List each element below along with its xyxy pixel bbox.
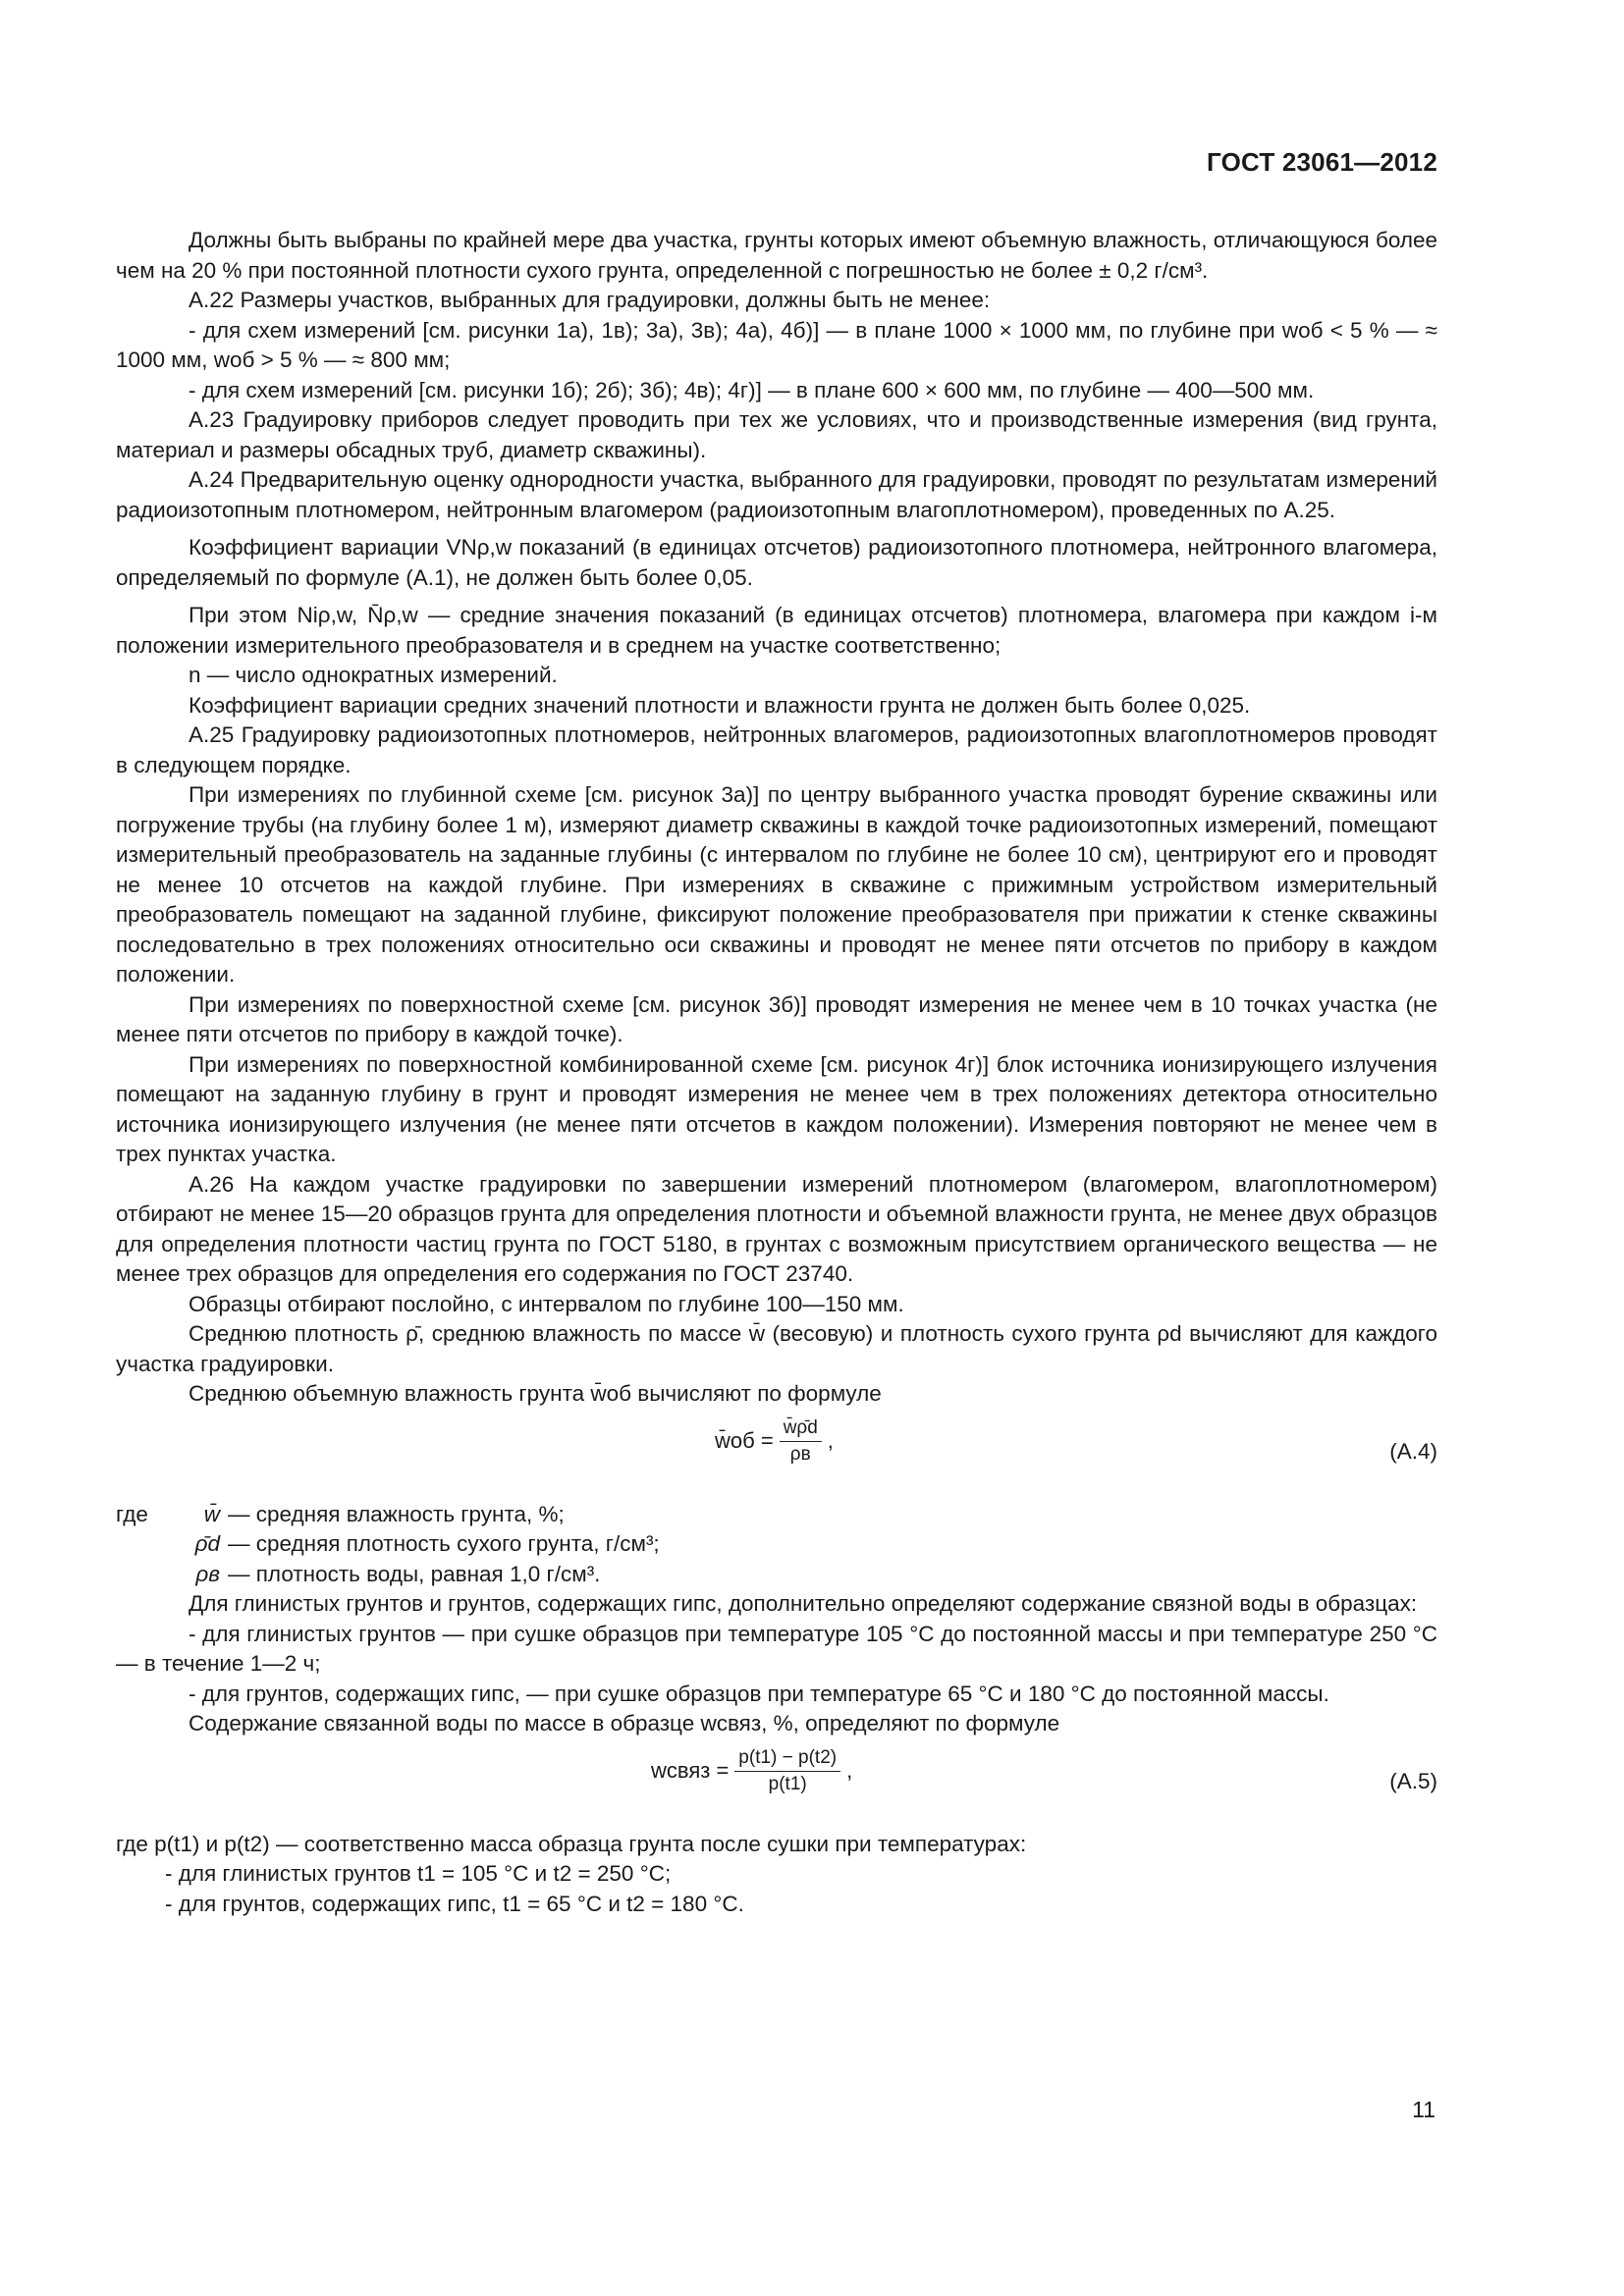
paragraph: При этом Niρ,w, N̄ρ,w — средние значения показаний (в единицах отсчетов) плотномера, влагомера при каждом i-м положении измерительного преобразователя и в среднем на участке соответственно; bbox=[116, 603, 1437, 658]
clause-a24: А.24 Предварительную оценку однородности участка, выбранного для градуировки, проводят по результатам измерений радиоизотопным плотномером, нейтронным влагомером (радиоизотопным влагоплотномером), проведенных по А.25. bbox=[116, 467, 1437, 522]
list-item: - для грунтов, содержащих гипс, t1 = 65 °С и t2 = 180 °С. bbox=[165, 1891, 744, 1916]
fraction bbox=[780, 1417, 822, 1466]
equation-number: (А.5) bbox=[1389, 1768, 1437, 1793]
legend-text: — плотность воды, равная 1,0 г/см³. bbox=[228, 1561, 601, 1586]
paragraph: Содержание связанной воды по массе в образце wсвяз, %, определяют по формуле bbox=[189, 1711, 1060, 1735]
equation-lhs: w̄об = bbox=[715, 1428, 774, 1453]
legend-lead bbox=[116, 1560, 175, 1590]
paragraph: где p(t1) и p(t2) — соответственно масса образца грунта после сушки при температурах: bbox=[116, 1831, 1027, 1856]
numerator: p(t1) − p(t2) bbox=[734, 1747, 840, 1772]
paragraph: Для глинистых грунтов и грунтов, содержащих гипс, дополнительно определяют содержание связной воды в образцах: bbox=[189, 1591, 1418, 1616]
clause-a22: А.22 Размеры участков, выбранных для градуировки, должны быть не менее: bbox=[189, 288, 991, 312]
clause-a23: А.23 Градуировку приборов следует проводить при тех же условиях, что и производственные измерения (вид грунта, материал и размеры обсадных труб, диаметр скважины). bbox=[116, 407, 1437, 462]
numerator: w̄ρ̄d bbox=[780, 1417, 822, 1442]
symbol-legend bbox=[116, 1500, 1437, 1590]
paragraph: Среднюю плотность ρ̄, среднюю влажность по массе w̄ (весовую) и плотность сухого грунта ρd вычисляют для каждого участка градуировки. bbox=[116, 1321, 1437, 1376]
clause-a26: А.26 На каждом участке градуировки по завершении измерений плотномером (влагомером, влагоплотномером) отбирают не менее 15—20 образцов грунта для определения плотности и объемной влажности грунта, не менее двух образцов для определения плотности частиц грунта по ГОСТ 5180, в грунтах с возможным присутствием органического вещества — не менее трех образцов для определения его содержания по ГОСТ 23740. bbox=[116, 1171, 1437, 1286]
legend-symbol: ρв bbox=[195, 1561, 220, 1586]
equation-tail: , bbox=[827, 1428, 834, 1453]
equation-a5 bbox=[116, 1739, 1437, 1830]
legend-text: — средняя плотность сухого грунта, г/см³; bbox=[228, 1531, 660, 1556]
clause-a25: А.25 Градуировку радиоизотопных плотномеров, нейтронных влагомеров, радиоизотопных влагоплотномеров проводят в следующем порядке. bbox=[116, 722, 1437, 777]
legend-lead: где bbox=[116, 1501, 148, 1526]
legend-lead bbox=[116, 1529, 175, 1560]
page-number: 11 bbox=[1412, 2097, 1435, 2122]
equation-number: (А.4) bbox=[1389, 1438, 1437, 1464]
legend-symbol: w̄ bbox=[203, 1501, 220, 1526]
equation-a4 bbox=[116, 1410, 1437, 1500]
legend-text: — средняя влажность грунта, %; bbox=[228, 1501, 565, 1526]
equation-lhs: wсвяз = bbox=[651, 1758, 730, 1783]
equation-tail: , bbox=[846, 1758, 853, 1783]
list-item: - для грунтов, содержащих гипс, — при сушке образцов при температуре 65 °С и 180 °С до постоянной массы. bbox=[189, 1681, 1329, 1706]
list-item: - для глинистых грунтов — при сушке образцов при температуре 105 °С до постоянной массы и при температуре 250 °С — в течение 1—2 ч; bbox=[116, 1621, 1437, 1676]
list-item: - для глинистых грунтов t1 = 105 °С и t2 = 250 °С; bbox=[165, 1861, 672, 1886]
paragraph: Образцы отбирают послойно, с интервалом по глубине 100—150 мм. bbox=[189, 1291, 904, 1316]
paragraph: При измерениях по глубинной схеме [см. рисунок 3а)] по центру выбранного участка проводят бурение скважины или погружение трубы (на глубину более 1 м), измеряют диаметр скважины в каждой точке радиоизотопных измерений, помещают измерительный преобразователь на заданные глубины (с интервалом по глубине не более 10 см), центрируют его и проводят не менее 10 отсчетов на каждой глубине. При измерениях в скважине с прижимным устройством измерительный преобразователь помещают на заданной глубине, фиксируют положение преобразователя при прижатии к стенке скважины последовательно в трех положениях относительно оси скважины и проводят не менее пяти отсчетов по прибору в каждом положении. bbox=[116, 782, 1437, 987]
document-header: ГОСТ 23061—2012 bbox=[1207, 147, 1437, 177]
fraction bbox=[734, 1747, 840, 1795]
list-item: - для схем измерений [см. рисунки 1б); 2б); 3б); 4в); 4г)] — в плане 600 × 600 мм, по глубине — 400—500 мм. bbox=[189, 377, 1315, 402]
paragraph: Должны быть выбраны по крайней мере два участка, грунты которых имеют объемную влажность, отличающуюся более чем на 20 % при постоянной плотности сухого грунта, определенной с погрешностью не более ± 0,2 г/см³. bbox=[116, 228, 1438, 283]
paragraph: При измерениях по поверхностной схеме [см. рисунок 3б)] проводят измерения не менее чем в 10 точках участка (не менее пяти отсчетов по прибору в каждой точке). bbox=[116, 991, 1437, 1046]
paragraph: Коэффициент вариации VNρ,w показаний (в единицах отсчетов) радиоизотопного плотномера, нейтронного влагомера, определяемый по формуле (А.1), не должен быть более 0,05. bbox=[116, 535, 1437, 590]
paragraph: n — число однократных измерений. bbox=[189, 663, 558, 687]
paragraph: Среднюю объемную влажность грунта w̄об вычисляют по формуле bbox=[189, 1381, 882, 1406]
denominator: ρв bbox=[789, 1443, 811, 1465]
legend-symbol: ρ̄d bbox=[194, 1531, 220, 1556]
paragraph: Коэффициент вариации средних значений плотности и влажности грунта не должен быть более 0,025. bbox=[189, 692, 1251, 718]
denominator: p(t1) bbox=[768, 1773, 807, 1794]
list-item: - для схем измерений [см. рисунки 1а), 1в); 3а), 3в); 4а), 4б)] — в плане 1000 × 1000 мм, по глубине при wоб < 5 % — ≈ 1000 мм, wоб > 5 % — ≈ 800 мм; bbox=[116, 317, 1437, 372]
paragraph: При измерениях по поверхностной комбинированной схеме [см. рисунок 4г)] блок источника ионизирующего излучения помещают на заданную глубину в грунт и проводят измерения не менее чем в трех положениях детектора относительно источника ионизирующего излучения (не менее пяти отсчетов в каждом положении). Измерения повторяют не менее чем в трех пунктах участка. bbox=[116, 1051, 1437, 1166]
page-body bbox=[116, 226, 1437, 1919]
